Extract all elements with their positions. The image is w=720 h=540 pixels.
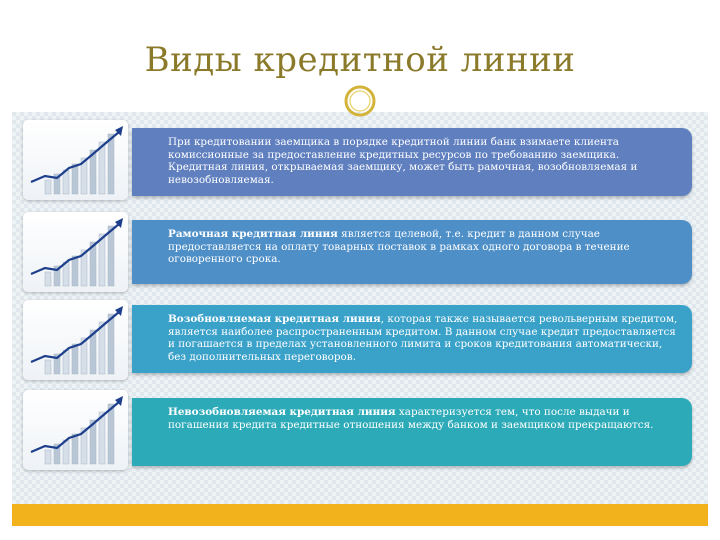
card-term: Рамочная кредитная линия [168, 228, 338, 240]
card-term: Невозобновляемая кредитная линия [168, 406, 396, 418]
card-text [168, 313, 682, 363]
card-text [168, 228, 682, 266]
info-card-non-revolving-line [132, 398, 692, 466]
growth-chart-icon [23, 120, 128, 200]
card-description: , которая также называется револьверным кредитом, является наиболее распространенным кредитом. В данном случае кредит предоставляется и погашается в пределах установленного лимита и сроков кредитования автоматически, без дополнительных переговоров. [168, 313, 678, 363]
info-card-credit-line [132, 128, 692, 196]
ring-ornament-icon [343, 84, 377, 118]
card-description: При кредитовании заемщика в порядке кредитной линии банк взимаете клиента комиссионные за предоставление кредитных ресурсов по требованию заемщика. Кредитная линия, открываемая заемщику, может быть рамочная, возобновляемая и невозобновляемая. [168, 136, 638, 186]
info-card-revolving-line [132, 305, 692, 373]
growth-chart-icon [23, 300, 128, 380]
growth-chart-icon [23, 390, 128, 470]
bottom-bar [12, 504, 708, 526]
card-description: является целевой, т.е. кредит в данном случае предоставляется на оплату товарных поставок в рамках одного договора в течение оговоренного срока. [168, 228, 630, 265]
card-text [168, 406, 682, 431]
card-term: Возобновляемая кредитная линия [168, 313, 381, 325]
card-text [168, 136, 682, 186]
card-description: характеризуется тем, что после выдачи и погашения кредита кредитные отношения между банком и заемщиком прекращаются. [168, 406, 654, 431]
info-card-frame-line [132, 220, 692, 284]
slide-title: Виды кредитной линии [144, 40, 576, 80]
growth-chart-icon [23, 212, 128, 292]
